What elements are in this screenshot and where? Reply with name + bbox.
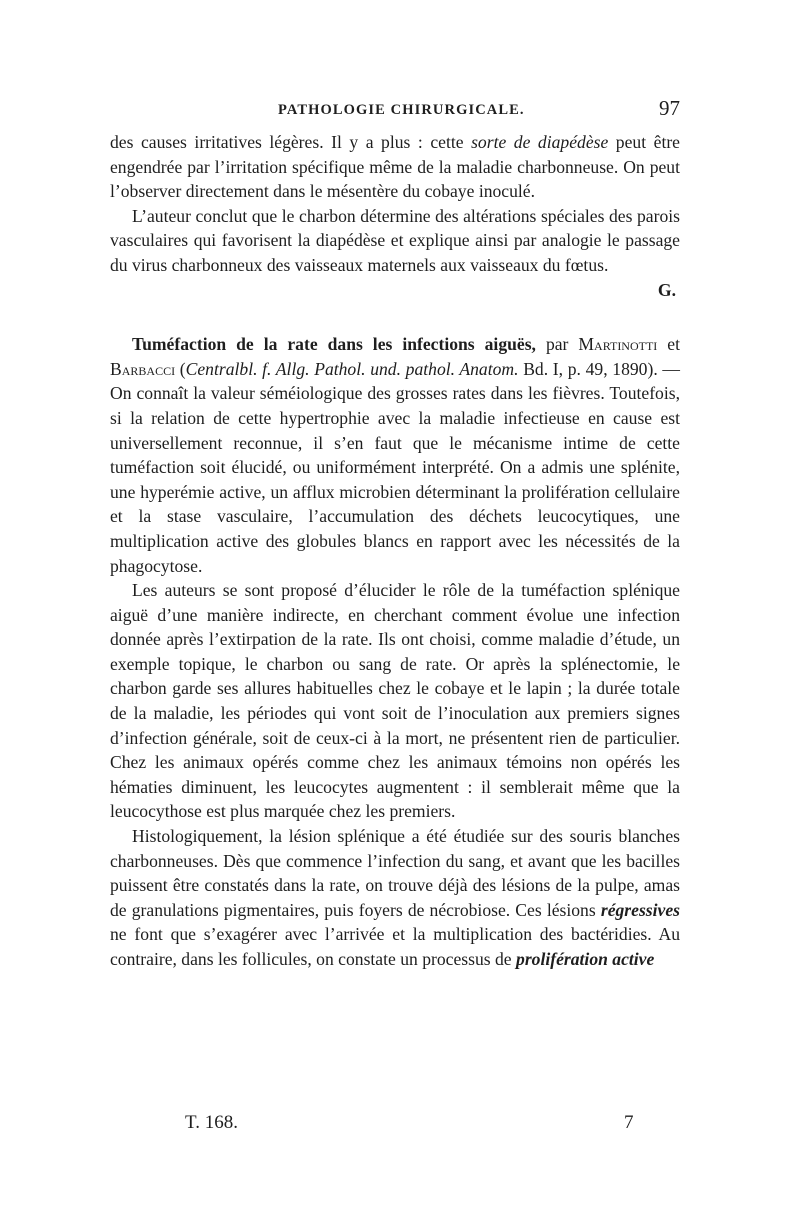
paragraph-1 bbox=[110, 130, 680, 204]
paragraph-5-emphasis-1: régressives bbox=[600, 899, 680, 920]
section-gap bbox=[110, 302, 680, 332]
article-paragraph bbox=[110, 332, 680, 578]
article-author-1: Martinotti bbox=[578, 334, 658, 355]
running-title: PATHOLOGIE CHIRURGICALE. bbox=[278, 102, 525, 118]
paragraph-5-text-middle: ne font que s’exagérer avec l’arrivée et la multiplication des bactéridies. Au contraire, dans les follicules, on constate un processus de bbox=[110, 924, 680, 969]
article-journal: Centralbl. f. Allg. Pathol. und. pathol. Anatom. bbox=[185, 358, 519, 379]
paragraph-1-text-before: des causes irritatives légères. Il y a plus : cette bbox=[110, 132, 472, 152]
page-footer bbox=[110, 1112, 680, 1138]
running-header bbox=[110, 96, 680, 124]
article-intro-text: — On connaît la valeur séméiologique des grosses rates dans les fièvres. Toutefois, si la relation de cette hypertrophie avec la maladie infectieuse en cause est universellement reconnue, il s’en faut que le mécanisme intime de cette tuméfaction soit élucidé, ou uniformément interprété. On a admis une splénite, une hyperémie active, un afflux microbien déterminant la prolifération cellulaire et la stase vasculaire, l’accumulation des déchets leucocytiques, une multiplication active des globules blancs en rapport avec les nécessités de la phagocytose. bbox=[110, 358, 681, 576]
paragraph-5-text-before: Histologiquement, la lésion splénique a été étudiée sur des souris blanches charbonneuses. Dès que commence l’infection du sang, et avant que les bacilles puissent être constatés dans la rate, on trouve déjà des lésions de la pulpe, amas de granulations pigmentaires, puis foyers de nécrobiose. Ces lésions bbox=[110, 826, 680, 920]
article-title: Tuméfaction de la rate dans les infections aiguës, bbox=[132, 334, 536, 355]
body-text bbox=[110, 130, 680, 972]
paragraph-4: Les auteurs se sont proposé d’élucider le rôle de la tuméfaction splénique aiguë d’une manière indirecte, en cherchant comment évolue une infection donnée après l’extirpation de la rate. Ils ont choisi, comme maladie d’étude, un exemple topique, le charbon ou sang de rate. Or après la splénectomie, le charbon garde ses allures habituelles chez le cobaye et le lapin ; la durée totale de la maladie, les périodes qui vont soit de l’inoculation aux premiers signes d’infection générale, soit de ceux-ci à la mort, ne présentent rien de particulier. Chez les animaux opérés comme chez les animaux témoins non opérés les hématies diminuent, les leucocytes augmentent : il semblerait même que la leucocythose est plus marquée chez les premiers. bbox=[110, 580, 680, 822]
page-number: 97 bbox=[659, 96, 680, 120]
article-author-2: Barbacci bbox=[110, 358, 176, 379]
paragraph-5 bbox=[110, 824, 680, 972]
paragraph-2: L’auteur conclut que le charbon détermine des altérations spéciales des parois vasculaires qui favorisent la diapédèse et explique ainsi par analogie le passage du virus charbonneux des vaisseaux maternels aux vaisseaux du fœtus. bbox=[110, 205, 680, 275]
paragraph-1-emphasis: sorte de diapédèse bbox=[471, 132, 609, 152]
article-and: et bbox=[657, 334, 680, 355]
signature-initial: G. bbox=[657, 279, 676, 300]
paragraph-5-emphasis-2: prolifération active bbox=[516, 949, 655, 969]
volume-label: T. 168. bbox=[185, 1112, 238, 1133]
article-ref-open: ( bbox=[175, 358, 186, 379]
article-by: par bbox=[535, 334, 579, 355]
signature-mark: 7 bbox=[624, 1112, 634, 1133]
article-ref-details: Bd. I, p. 49, 1890). bbox=[518, 358, 658, 379]
paragraph-1-text-after: peut être engendrée par l’irritation spécifique même de la maladie charbonneuse. On peut l’observer directement dans le mésentère du cobaye inoculé. bbox=[110, 132, 680, 202]
